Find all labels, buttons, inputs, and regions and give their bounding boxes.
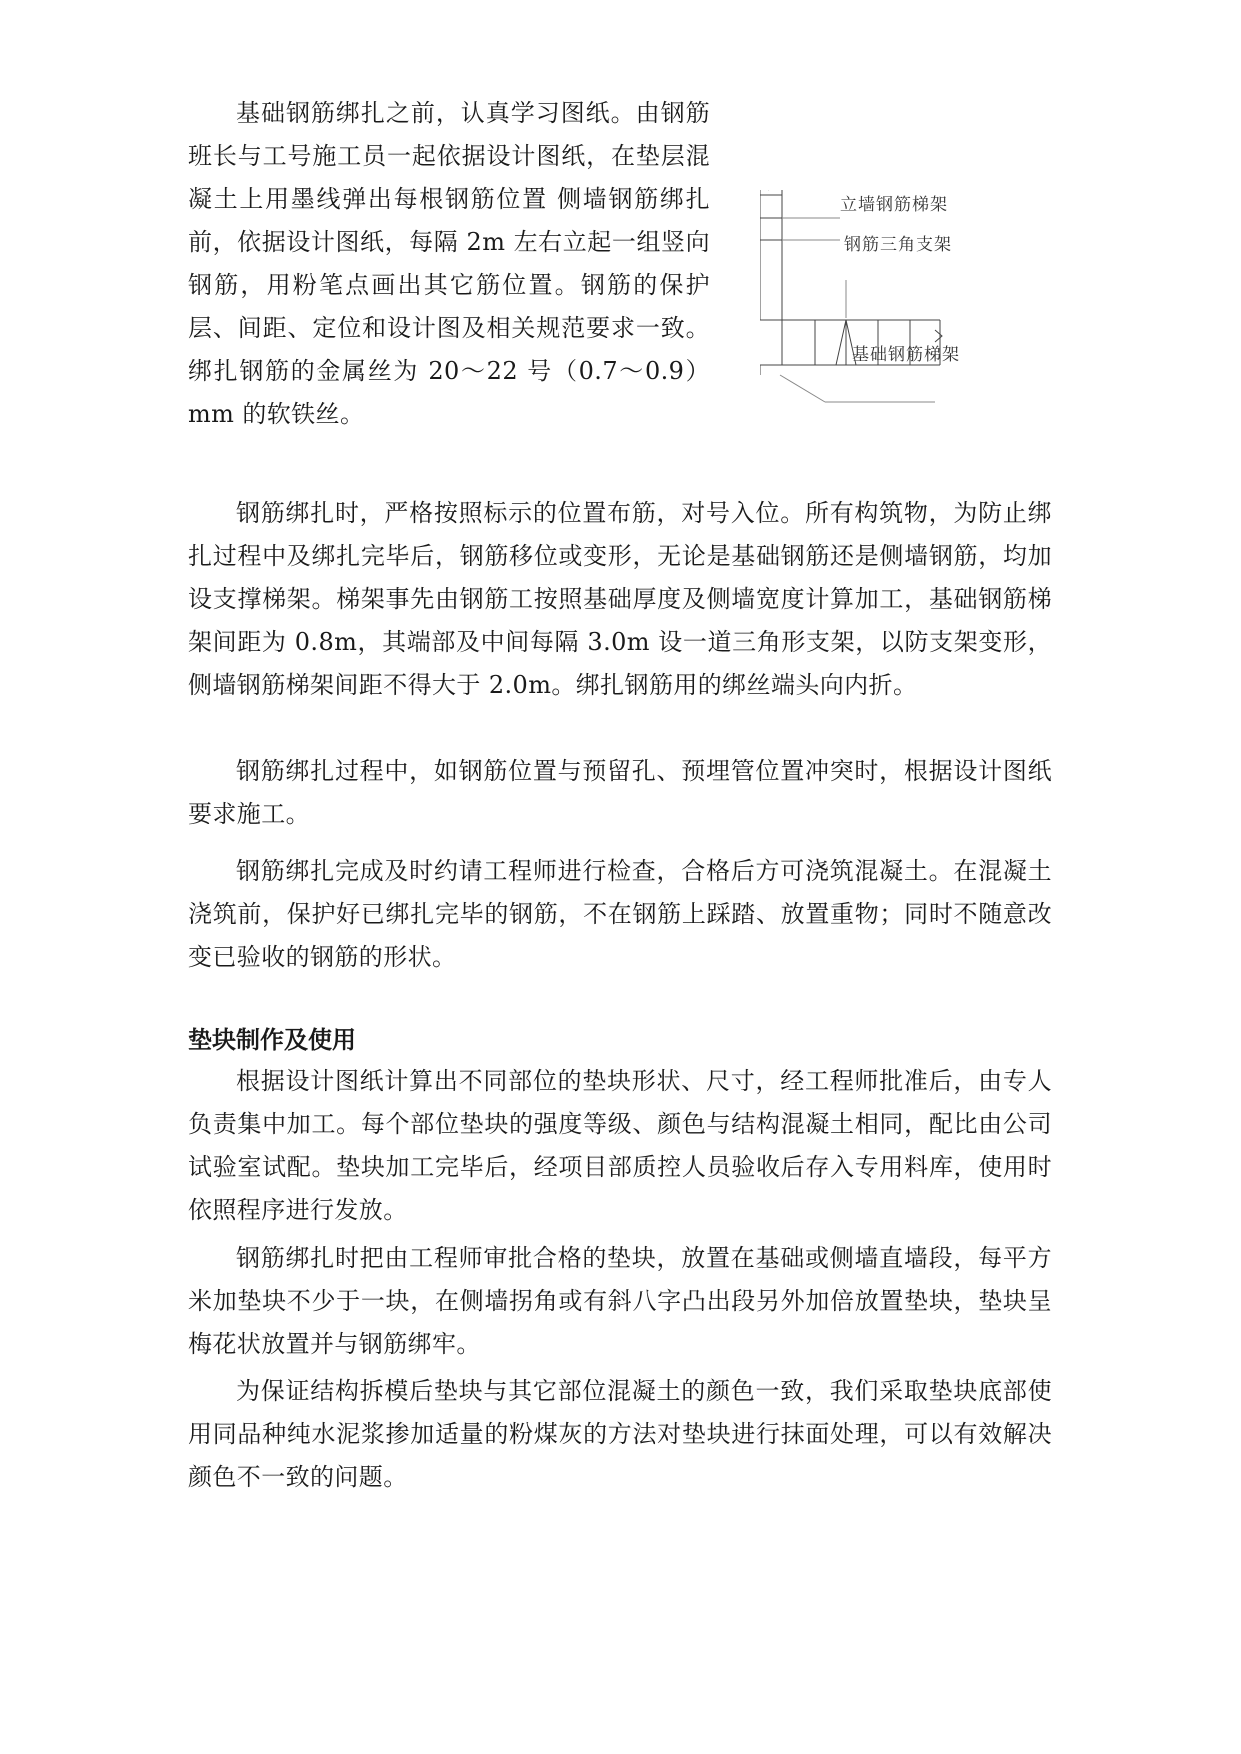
paragraph-rebar-binding-prep: 基础钢筋绑扎之前，认真学习图纸。由钢筋班长与工号施工员一起依据设计图纸，在垫层混凝土上用墨线弹出每根钢筋位置 侧墙钢筋绑扎前，依据设计图纸，每隔 2m 左右立起一组竖向钢筋，用粉笔点画出其它筋位置。钢筋的保护层、间距、定位和设计图及相关规范要求一致。绑扎钢筋的金属丝为 20～22 号（0.7～0.9）mm 的软铁丝。 (188, 99, 710, 428)
label-base-ladder: 基础钢筋梯架 (852, 345, 960, 365)
rebar-diagram-drawing (760, 190, 990, 420)
label-wall-ladder: 立墙钢筋梯架 (840, 195, 948, 215)
paragraph-spacer-color: 为保证结构拆模后垫块与其它部位混凝土的颜色一致，我们采取垫块底部使用同品种纯水泥浆掺加适量的粉煤灰的方法对垫块进行抹面处理，可以有效解决颜色不一致的问题。 (188, 1377, 1052, 1491)
paragraph-rebar-conflict: 钢筋绑扎过程中，如钢筋位置与预留孔、预埋管位置冲突时，根据设计图纸要求施工。 (188, 757, 1052, 828)
rebar-ladder-diagram (760, 190, 990, 420)
paragraph-spacer-production: 根据设计图纸计算出不同部位的垫块形状、尺寸，经工程师批准后，由专人负责集中加工。每个部位垫块的强度等级、颜色与结构混凝土相同，配比由公司试验室试配。垫块加工完毕后，经项目部质控人员验收后存入专用料库，使用时依照程序进行发放。 (188, 1067, 1052, 1224)
label-triangle-support: 钢筋三角支架 (844, 235, 952, 255)
section-heading-spacer-blocks: 垫块制作及使用 (188, 1026, 356, 1054)
paragraph-rebar-inspection: 钢筋绑扎完成及时约请工程师进行检查，合格后方可浇筑混凝土。在混凝土浇筑前，保护好已绑扎完毕的钢筋，不在钢筋上踩踏、放置重物；同时不随意改变已验收的钢筋的形状。 (188, 857, 1052, 971)
paragraph-spacer-placement: 钢筋绑扎时把由工程师审批合格的垫块，放置在基础或侧墙直墙段，每平方米加垫块不少于一块，在侧墙拐角或有斜八字凸出段另外加倍放置垫块，垫块呈梅花状放置并与钢筋绑牢。 (188, 1244, 1052, 1358)
paragraph-rebar-placement: 钢筋绑扎时，严格按照标示的位置布筋，对号入位。所有构筑物，为防止绑扎过程中及绑扎完毕后，钢筋移位或变形，无论是基础钢筋还是侧墙钢筋，均加设支撑梯架。梯架事先由钢筋工按照基础厚度及侧墙宽度计算加工，基础钢筋梯架间距为 0.8m，其端部及中间每隔 3.0m 设一道三角形支架，以防支架变形，侧墙钢筋梯架间距不得大于 2.0m。绑扎钢筋用的绑丝端头向内折。 (188, 499, 1052, 699)
